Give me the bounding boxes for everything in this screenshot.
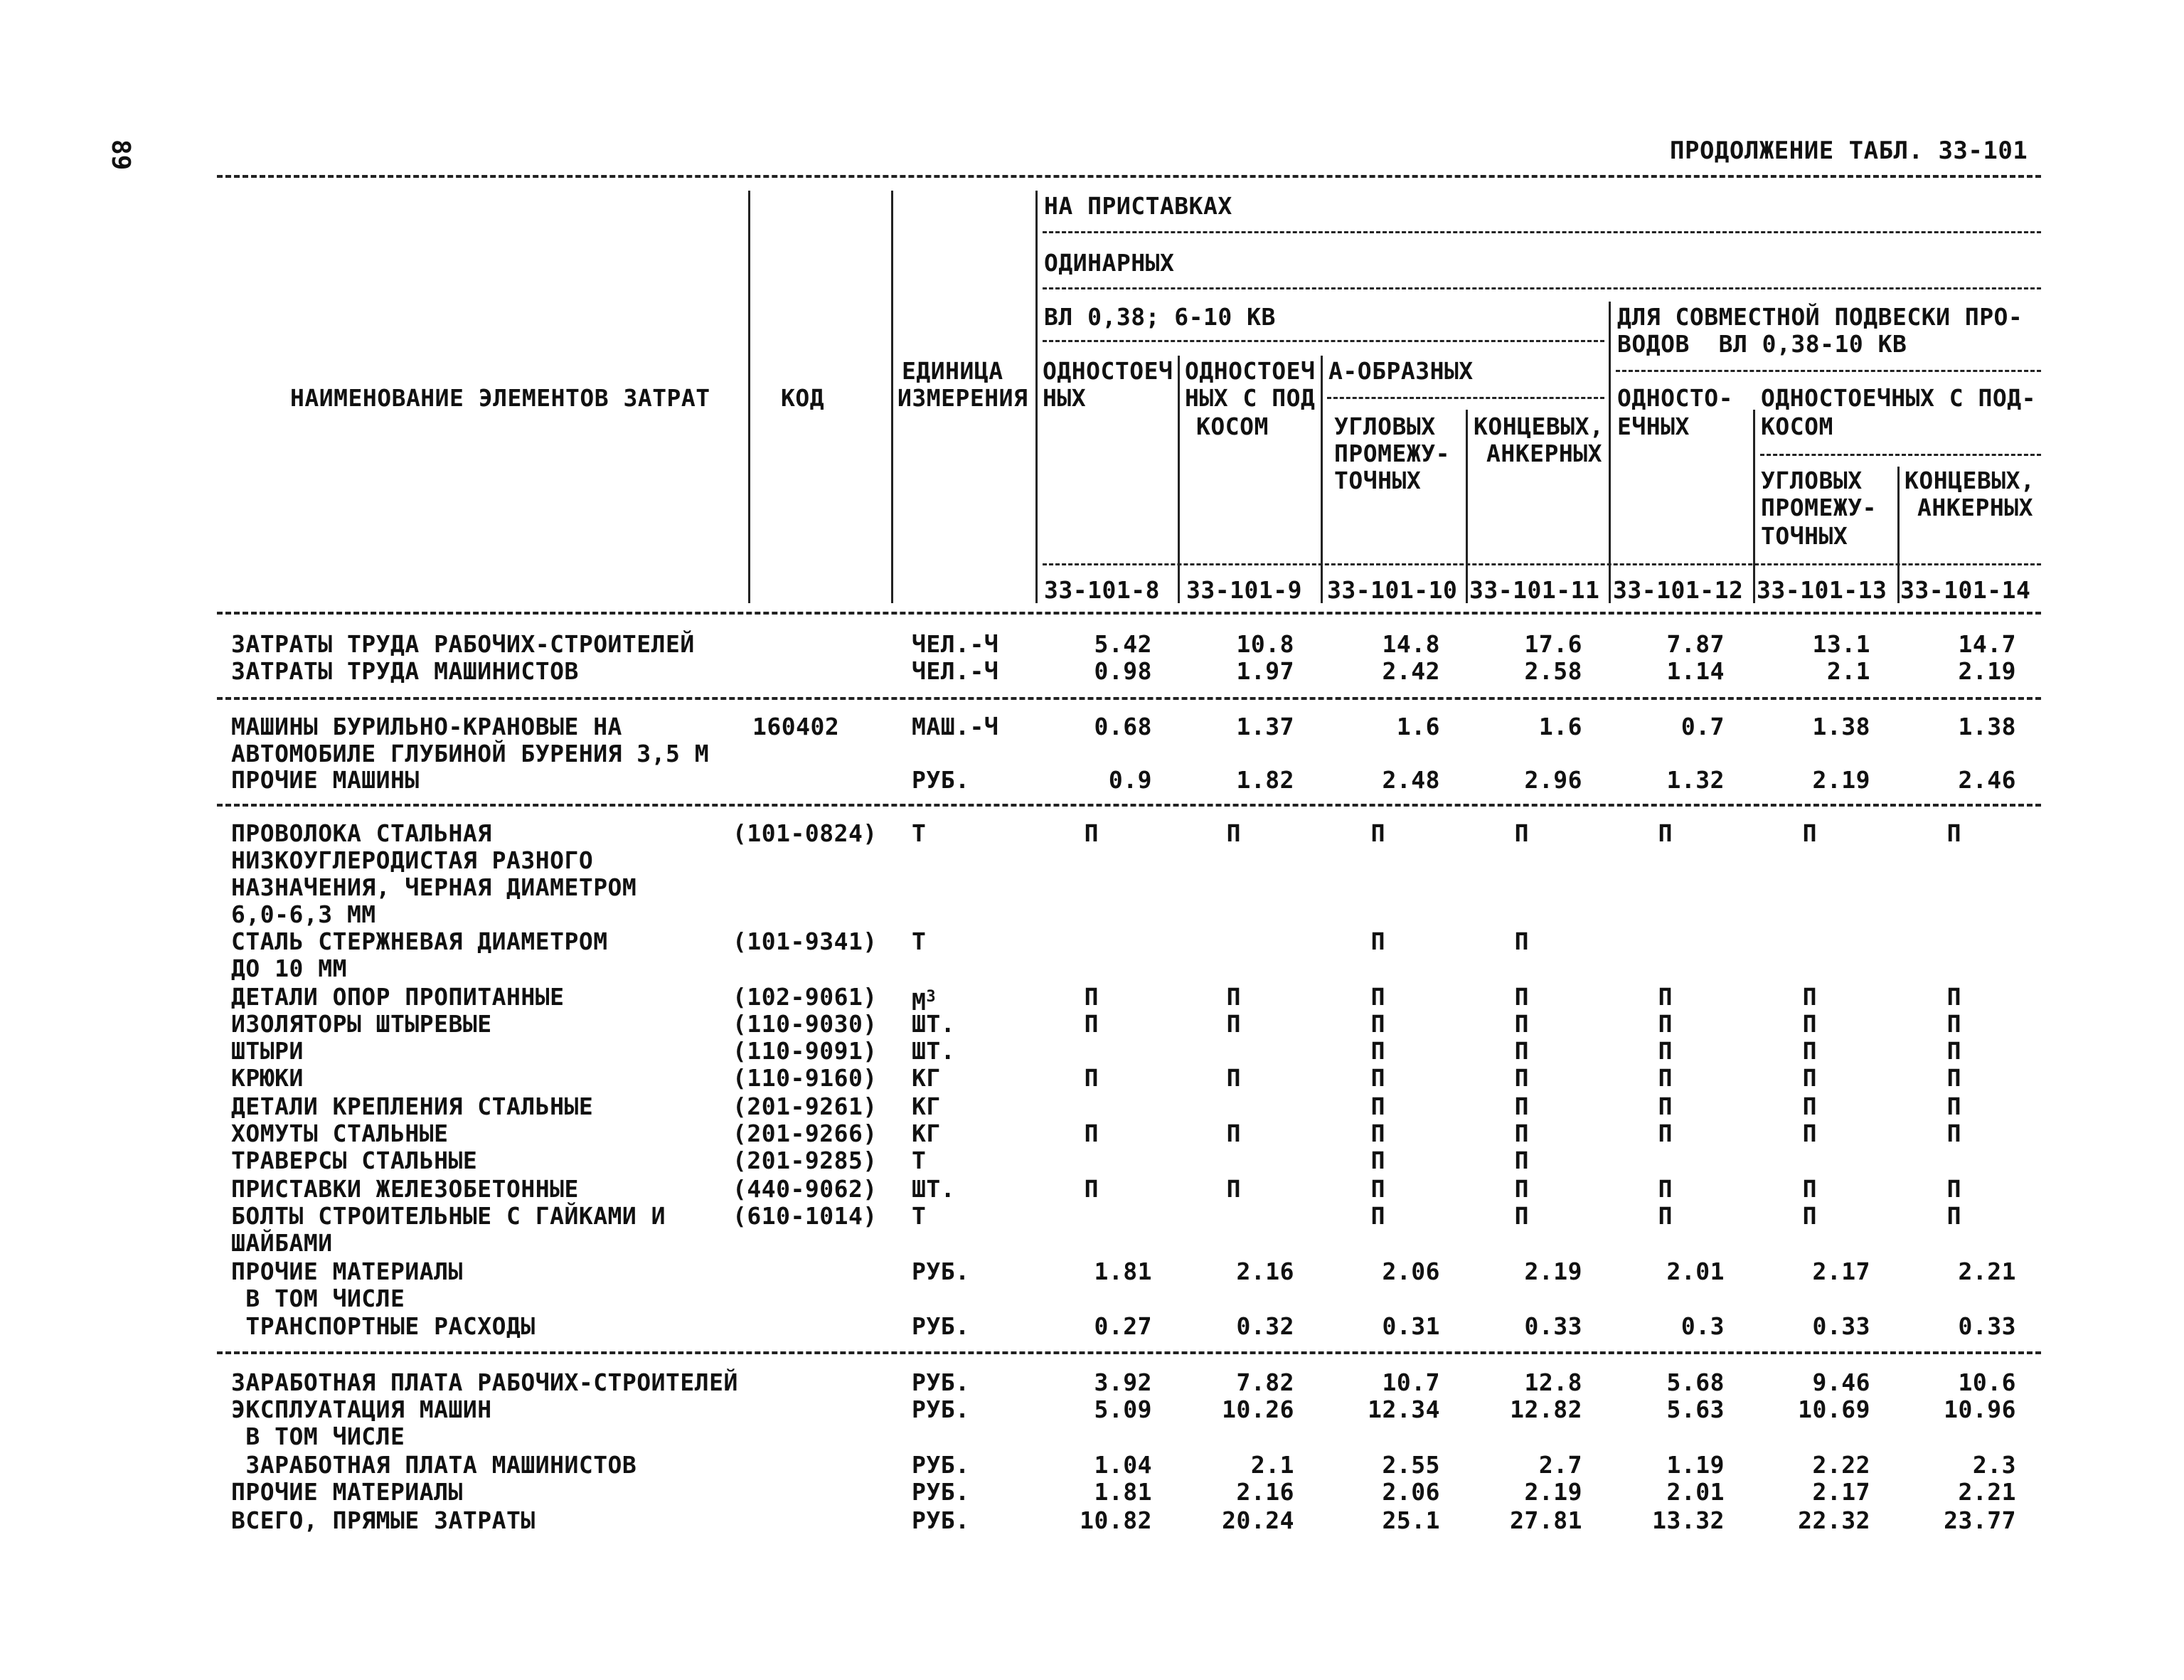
row-value-33-101-9: П xyxy=(1226,1010,1241,1038)
row-code: (201-9266) xyxy=(733,1120,878,1147)
header-c9-line3: КОСОМ xyxy=(1196,413,1269,440)
header-c10-line1: УГЛОВЫХ xyxy=(1334,413,1436,440)
code-33-101-9: 33-101-9 xyxy=(1186,576,1302,604)
row-unit xyxy=(912,713,998,741)
row-value-33-101-9: 2.1 xyxy=(1250,1451,1294,1479)
row-unit-text: КГ xyxy=(912,1064,941,1092)
row-unit-text: РУБ. xyxy=(912,1312,970,1340)
header-divider-unit xyxy=(891,191,893,603)
row-value-33-101-10: П xyxy=(1370,927,1385,955)
row-name-line: НАЗНАЧЕНИЯ, ЧЕРНАЯ ДИАМЕТРОМ xyxy=(231,873,637,901)
row-name-line: ТРАНСПОРТНЫЕ РАСХОДЫ xyxy=(231,1312,536,1340)
row-name-line: НИЗКОУГЛЕРОДИСТАЯ РАЗНОГО xyxy=(231,846,594,874)
row-name-line: ЗАТРАТЫ ТРУДА РАБОЧИХ-СТРОИТЕЛЕЙ xyxy=(231,630,695,658)
row-name-line: ШТЫРИ xyxy=(231,1037,304,1065)
row-value-33-101-11: П xyxy=(1514,1147,1529,1174)
row-value-33-101-9: П xyxy=(1226,819,1241,847)
header-unit-line2: ИЗМЕРЕНИЯ xyxy=(897,384,1028,412)
row-value-33-101-9: П xyxy=(1226,1120,1241,1147)
row-value-33-101-12: П xyxy=(1658,1092,1673,1120)
header-bottom-rule xyxy=(217,612,2041,615)
row-unit-text: РУБ. xyxy=(912,1395,970,1423)
row-value-33-101-10: П xyxy=(1370,1092,1385,1120)
row-value-33-101-11: П xyxy=(1514,1120,1529,1147)
row-unit xyxy=(912,1395,969,1424)
row-value-33-101-14: 2.21 xyxy=(1958,1478,2016,1506)
row-value-33-101-11: 2.96 xyxy=(1524,766,1582,794)
row-value-33-101-8: П xyxy=(1084,819,1099,847)
row-value-33-101-14: 1.38 xyxy=(1958,713,2016,740)
row-unit xyxy=(912,1175,955,1203)
row-value-33-101-8: 5.42 xyxy=(1094,630,1152,658)
row-value-33-101-10: 2.48 xyxy=(1382,766,1440,794)
row-value-33-101-14: П xyxy=(1946,1037,1961,1065)
row-value-33-101-13: 2.17 xyxy=(1812,1478,1870,1506)
header-unit-line1: ЕДИНИЦА xyxy=(902,357,1003,385)
header-c12-line2: ЕЧНЫХ xyxy=(1617,413,1690,440)
row-value-33-101-9: 2.16 xyxy=(1236,1478,1294,1506)
header-group-odinarnyh: ОДИНАРНЫХ xyxy=(1044,249,1175,277)
row-value-33-101-9: 1.97 xyxy=(1236,657,1294,685)
row-code: (110-9160) xyxy=(733,1064,878,1092)
row-value-33-101-10: П xyxy=(1370,983,1385,1011)
row-value-33-101-12: П xyxy=(1658,983,1673,1011)
row-value-33-101-12: П xyxy=(1658,1175,1673,1203)
row-unit xyxy=(912,766,969,794)
row-code: (102-9061) xyxy=(733,983,878,1011)
row-value-33-101-13: П xyxy=(1802,1092,1817,1120)
row-value-33-101-10: 10.7 xyxy=(1382,1368,1440,1396)
row-value-33-101-8: 10.82 xyxy=(1080,1506,1152,1534)
header-rule-3b xyxy=(1616,370,2041,372)
row-value-33-101-14: 23.77 xyxy=(1944,1506,2016,1534)
row-value-33-101-13: 2.1 xyxy=(1826,657,1870,685)
row-value-33-101-12: П xyxy=(1658,819,1673,847)
row-unit-text: ЧЕЛ.-Ч xyxy=(912,630,999,658)
row-value-33-101-13: 9.46 xyxy=(1812,1368,1870,1396)
row-value-33-101-14: 14.7 xyxy=(1958,630,2016,658)
row-value-33-101-8: 1.81 xyxy=(1094,1258,1152,1285)
row-value-33-101-12: П xyxy=(1658,1064,1673,1092)
table-top-rule xyxy=(217,175,2041,178)
header-c13-line2: ПРОМЕЖУ- xyxy=(1761,494,1877,521)
row-value-33-101-11: 12.82 xyxy=(1510,1395,1582,1423)
row-value-33-101-13: П xyxy=(1802,1202,1817,1230)
header-rule-podkos xyxy=(1760,454,2041,456)
row-unit xyxy=(912,1147,926,1175)
row-unit-text: КГ xyxy=(912,1120,941,1147)
row-value-33-101-12: 13.32 xyxy=(1652,1506,1725,1534)
row-value-33-101-11: 17.6 xyxy=(1524,630,1582,658)
row-value-33-101-10: П xyxy=(1370,1037,1385,1065)
row-code: (101-9341) xyxy=(733,927,878,955)
row-value-33-101-12: 2.01 xyxy=(1666,1478,1725,1506)
row-value-33-101-9: 20.24 xyxy=(1222,1506,1294,1534)
row-value-33-101-14: 10.6 xyxy=(1958,1368,2016,1396)
row-value-33-101-10: П xyxy=(1370,1010,1385,1038)
row-unit-text: Т xyxy=(912,819,927,847)
row-value-33-101-13: 2.19 xyxy=(1812,766,1870,794)
row-value-33-101-10: 2.06 xyxy=(1382,1478,1440,1506)
row-code: (101-0824) xyxy=(733,819,878,847)
header-rule-codes xyxy=(1043,563,2041,565)
row-value-33-101-8: 5.09 xyxy=(1094,1395,1152,1423)
header-group-pristavki: НА ПРИСТАВКАХ xyxy=(1044,192,1232,220)
row-name-line: ПРОЧИЕ МАТЕРИАЛЫ xyxy=(231,1478,463,1506)
row-value-33-101-10: 0.31 xyxy=(1382,1312,1440,1340)
row-unit xyxy=(912,819,926,848)
header-c11-line1: КОНЦЕВЫХ, xyxy=(1474,413,1604,440)
header-c13-14-line2: КОСОМ xyxy=(1761,413,1833,440)
row-value-33-101-8: 0.68 xyxy=(1094,713,1152,740)
row-value-33-101-10: 12.34 xyxy=(1368,1395,1440,1423)
row-name-line: ПРОВОЛОКА СТАЛЬНАЯ xyxy=(231,819,492,847)
row-code: (110-9030) xyxy=(733,1010,878,1038)
code-33-101-8: 33-101-8 xyxy=(1044,576,1160,604)
row-value-33-101-11: 1.6 xyxy=(1538,713,1582,740)
row-unit-text: ШТ. xyxy=(912,1037,956,1065)
row-value-33-101-14: П xyxy=(1946,1092,1961,1120)
row-value-33-101-13: 0.33 xyxy=(1812,1312,1870,1340)
row-value-33-101-8: 3.92 xyxy=(1094,1368,1152,1396)
code-33-101-13: 33-101-13 xyxy=(1757,576,1887,604)
row-value-33-101-13: П xyxy=(1802,1064,1817,1092)
header-c13-14-line1: ОДНОСТОЕЧНЫХ С ПОД- xyxy=(1761,384,2036,412)
row-name-line: ДО 10 ММ xyxy=(231,955,347,982)
row-unit-text: М xyxy=(912,988,927,1016)
row-value-33-101-9: 10.8 xyxy=(1236,630,1294,658)
row-value-33-101-11: 2.19 xyxy=(1524,1478,1582,1506)
row-value-33-101-12: П xyxy=(1658,1120,1673,1147)
header-c14-line1: КОНЦЕВЫХ, xyxy=(1905,467,2035,494)
row-unit-text: РУБ. xyxy=(912,1368,970,1396)
row-code: (610-1014) xyxy=(733,1202,878,1230)
row-value-33-101-13: 2.22 xyxy=(1812,1451,1870,1479)
header-c12-line1: ОДНОСТО- xyxy=(1617,384,1733,412)
row-value-33-101-12: 7.87 xyxy=(1666,630,1725,658)
row-value-33-101-9: П xyxy=(1226,1064,1241,1092)
header-rule-3a xyxy=(1043,340,1604,342)
row-value-33-101-13: П xyxy=(1802,1010,1817,1038)
header-rule-aobr xyxy=(1327,397,1604,399)
row-value-33-101-8: П xyxy=(1084,1064,1099,1092)
row-unit xyxy=(912,1451,969,1479)
row-value-33-101-11: П xyxy=(1514,1064,1529,1092)
row-unit-superscript: 3 xyxy=(926,988,937,1006)
header-divider-c13 xyxy=(1753,410,1755,603)
row-name-line: БОЛТЫ СТРОИТЕЛЬНЫЕ С ГАЙКАМИ И xyxy=(231,1202,666,1230)
row-unit xyxy=(912,657,998,686)
row-unit xyxy=(912,927,926,956)
row-value-33-101-11: 2.58 xyxy=(1524,657,1582,685)
row-value-33-101-8: 0.27 xyxy=(1094,1312,1152,1340)
row-value-33-101-12: 0.7 xyxy=(1680,713,1725,740)
row-value-33-101-8: 1.04 xyxy=(1094,1451,1152,1479)
row-name-line: В ТОМ ЧИСЛЕ xyxy=(231,1285,405,1312)
row-value-33-101-10: 2.55 xyxy=(1382,1451,1440,1479)
row-value-33-101-14: П xyxy=(1946,819,1961,847)
row-value-33-101-13: П xyxy=(1802,1120,1817,1147)
code-33-101-14: 33-101-14 xyxy=(1900,576,2031,604)
row-unit-text: Т xyxy=(912,927,927,955)
header-c9-line1: ОДНОСТОЕЧ xyxy=(1185,357,1316,385)
row-value-33-101-8: П xyxy=(1084,1175,1099,1203)
row-value-33-101-11: П xyxy=(1514,1202,1529,1230)
row-unit-text: МАШ.-Ч xyxy=(912,713,999,740)
row-value-33-101-10: П xyxy=(1370,1202,1385,1230)
row-name-line: МАШИНЫ БУРИЛЬНО-КРАНОВЫЕ НА xyxy=(231,713,622,740)
row-value-33-101-11: 2.7 xyxy=(1538,1451,1582,1479)
row-value-33-101-12: 1.19 xyxy=(1666,1451,1725,1479)
row-name-line: ХОМУТЫ СТАЛЬНЫЕ xyxy=(231,1120,449,1147)
header-rule-2 xyxy=(1043,287,2041,289)
row-value-33-101-11: 0.33 xyxy=(1524,1312,1582,1340)
row-name-line: СТАЛЬ СТЕРЖНЕВАЯ ДИАМЕТРОМ xyxy=(231,927,608,955)
row-value-33-101-8: П xyxy=(1084,983,1099,1011)
row-value-33-101-11: П xyxy=(1514,1037,1529,1065)
row-value-33-101-13: 2.17 xyxy=(1812,1258,1870,1285)
row-value-33-101-9: 2.16 xyxy=(1236,1258,1294,1285)
row-value-33-101-14: П xyxy=(1946,983,1961,1011)
row-value-33-101-14: 2.3 xyxy=(1972,1451,2016,1479)
row-value-33-101-14: 0.33 xyxy=(1958,1312,2016,1340)
header-divider-c12 xyxy=(1609,302,1611,603)
row-value-33-101-14: П xyxy=(1946,1064,1961,1092)
row-unit xyxy=(912,1037,955,1065)
row-value-33-101-12: 1.14 xyxy=(1666,657,1725,685)
row-code: 160402 xyxy=(752,713,840,740)
row-name-line: ЗАРАБОТНАЯ ПЛАТА МАШИНИСТОВ xyxy=(231,1451,637,1479)
header-divider-c14 xyxy=(1897,467,1900,603)
row-value-33-101-8: 1.81 xyxy=(1094,1478,1152,1506)
row-value-33-101-13: П xyxy=(1802,1037,1817,1065)
row-unit-text: РУБ. xyxy=(912,766,970,794)
row-unit-text: РУБ. xyxy=(912,1478,970,1506)
row-name-line: КРЮКИ xyxy=(231,1064,304,1092)
row-value-33-101-9: 1.37 xyxy=(1236,713,1294,740)
row-value-33-101-10: П xyxy=(1370,819,1385,847)
code-33-101-10: 33-101-10 xyxy=(1327,576,1458,604)
header-name-column: НАИМЕНОВАНИЕ ЭЛЕМЕНТОВ ЗАТРАТ xyxy=(290,384,710,412)
row-value-33-101-12: П xyxy=(1658,1202,1673,1230)
row-value-33-101-13: П xyxy=(1802,983,1817,1011)
row-value-33-101-11: 2.19 xyxy=(1524,1258,1582,1285)
header-divider-c10 xyxy=(1321,356,1323,603)
header-divider-values xyxy=(1035,191,1038,603)
row-unit xyxy=(912,1092,941,1121)
row-name-line: ТРАВЕРСЫ СТАЛЬНЫЕ xyxy=(231,1147,478,1174)
row-value-33-101-11: 27.81 xyxy=(1510,1506,1582,1534)
row-unit xyxy=(912,1202,926,1230)
row-value-33-101-14: П xyxy=(1946,1175,1961,1203)
row-value-33-101-11: 12.8 xyxy=(1524,1368,1582,1396)
row-value-33-101-10: 1.6 xyxy=(1396,713,1440,740)
section-rule-totals xyxy=(217,1351,2041,1354)
row-unit xyxy=(912,1478,969,1506)
row-value-33-101-11: П xyxy=(1514,983,1529,1011)
header-divider-c11 xyxy=(1466,410,1468,603)
row-unit-text: РУБ. xyxy=(912,1451,970,1479)
section-rule-materials xyxy=(217,804,2041,807)
code-33-101-12: 33-101-12 xyxy=(1613,576,1744,604)
row-value-33-101-12: 1.32 xyxy=(1666,766,1725,794)
code-33-101-11: 33-101-11 xyxy=(1469,576,1600,604)
header-rule-1 xyxy=(1043,231,2041,233)
row-value-33-101-12: 5.68 xyxy=(1666,1368,1725,1396)
row-value-33-101-10: 2.06 xyxy=(1382,1258,1440,1285)
row-value-33-101-14: 2.46 xyxy=(1958,766,2016,794)
header-c13-line1: УГЛОВЫХ xyxy=(1761,467,1863,494)
row-value-33-101-12: 2.01 xyxy=(1666,1258,1725,1285)
row-value-33-101-13: П xyxy=(1802,1175,1817,1203)
row-value-33-101-13: 10.69 xyxy=(1798,1395,1870,1423)
row-unit xyxy=(912,630,998,659)
row-unit xyxy=(912,1010,955,1038)
row-unit xyxy=(912,1368,969,1397)
row-value-33-101-13: 1.38 xyxy=(1812,713,1870,740)
row-unit xyxy=(912,1506,969,1535)
row-value-33-101-14: П xyxy=(1946,1120,1961,1147)
row-name-line: ПРИСТАВКИ ЖЕЛЕЗОБЕТОННЫЕ xyxy=(231,1175,579,1203)
row-value-33-101-14: 2.19 xyxy=(1958,657,2016,685)
header-c9-line2: НЫХ С ПОД xyxy=(1185,384,1316,412)
row-value-33-101-11: П xyxy=(1514,1092,1529,1120)
row-value-33-101-9: 10.26 xyxy=(1222,1395,1294,1423)
row-value-33-101-9: 1.82 xyxy=(1236,766,1294,794)
header-c10-line3: ТОЧНЫХ xyxy=(1334,467,1422,494)
row-unit xyxy=(912,1258,969,1286)
row-name-line: ИЗОЛЯТОРЫ ШТЫРЕВЫЕ xyxy=(231,1010,492,1038)
header-c10-line2: ПРОМЕЖУ- xyxy=(1334,440,1450,467)
row-unit xyxy=(912,1064,941,1092)
header-c11-line2: АНКЕРНЫХ xyxy=(1486,440,1602,467)
row-unit-text: Т xyxy=(912,1202,927,1230)
row-unit-text: ЧЕЛ.-Ч xyxy=(912,657,999,685)
row-value-33-101-14: 2.21 xyxy=(1958,1258,2016,1285)
row-code: (440-9062) xyxy=(733,1175,878,1203)
row-code: (201-9285) xyxy=(733,1147,878,1174)
row-value-33-101-12: П xyxy=(1658,1010,1673,1038)
row-name-line: ПРОЧИЕ МАТЕРИАЛЫ xyxy=(231,1258,463,1285)
row-unit-text: ШТ. xyxy=(912,1175,956,1203)
row-name-line: ДЕТАЛИ ОПОР ПРОПИТАННЫЕ xyxy=(231,983,565,1011)
row-name-line: ЗАРАБОТНАЯ ПЛАТА РАБОЧИХ-СТРОИТЕЛЕЙ xyxy=(231,1368,738,1396)
row-name-line: В ТОМ ЧИСЛЕ xyxy=(231,1423,405,1450)
row-value-33-101-11: П xyxy=(1514,819,1529,847)
row-name-line: ПРОЧИЕ МАШИНЫ xyxy=(231,766,420,794)
row-name-line: ДЕТАЛИ КРЕПЛЕНИЯ СТАЛЬНЫЕ xyxy=(231,1092,594,1120)
row-unit-text: Т xyxy=(912,1147,927,1174)
row-unit-text: РУБ. xyxy=(912,1258,970,1285)
row-value-33-101-10: 14.8 xyxy=(1382,630,1440,658)
row-value-33-101-11: П xyxy=(1514,927,1529,955)
row-value-33-101-10: П xyxy=(1370,1064,1385,1092)
row-name-line: 6,0-6,3 ММ xyxy=(231,900,376,928)
row-value-33-101-12: 0.3 xyxy=(1680,1312,1725,1340)
header-group-joint-line2: ВОДОВ ВЛ 0,38-10 КВ xyxy=(1617,330,1907,358)
header-code-column: КОД xyxy=(781,384,825,412)
page-number: 89 xyxy=(106,139,135,171)
row-unit-text: ШТ. xyxy=(912,1010,956,1038)
row-value-33-101-10: 2.42 xyxy=(1382,657,1440,685)
row-name-line: ЭКСПЛУАТАЦИЯ МАШИН xyxy=(231,1395,492,1423)
header-c14-line2: АНКЕРНЫХ xyxy=(1917,494,2033,521)
row-value-33-101-9: П xyxy=(1226,983,1241,1011)
header-group-joint-line1: ДЛЯ СОВМЕСТНОЙ ПОДВЕСКИ ПРО- xyxy=(1617,303,2023,331)
row-value-33-101-13: П xyxy=(1802,819,1817,847)
row-name-line: АВТОМОБИЛЕ ГЛУБИНОЙ БУРЕНИЯ 3,5 М xyxy=(231,740,710,767)
row-name-line: ЗАТРАТЫ ТРУДА МАШИНИСТОВ xyxy=(231,657,579,685)
row-value-33-101-9: 0.32 xyxy=(1236,1312,1294,1340)
row-value-33-101-14: П xyxy=(1946,1010,1961,1038)
row-unit xyxy=(912,1312,969,1341)
row-value-33-101-9: П xyxy=(1226,1175,1241,1203)
header-a-shaped: А-ОБРАЗНЫХ xyxy=(1328,357,1474,385)
header-divider-c9 xyxy=(1178,356,1180,603)
header-divider-code xyxy=(748,191,750,603)
row-value-33-101-10: П xyxy=(1370,1120,1385,1147)
row-value-33-101-12: 5.63 xyxy=(1666,1395,1725,1423)
row-unit xyxy=(912,1120,941,1148)
row-value-33-101-10: П xyxy=(1370,1175,1385,1203)
row-value-33-101-10: 25.1 xyxy=(1382,1506,1440,1534)
row-name-line: ВСЕГО, ПРЯМЫЕ ЗАТРАТЫ xyxy=(231,1506,536,1534)
header-group-vl: ВЛ 0,38; 6-10 КВ xyxy=(1044,303,1276,331)
row-name-line: ШАЙБАМИ xyxy=(231,1229,333,1257)
row-code: (201-9261) xyxy=(733,1092,878,1120)
row-value-33-101-9: 7.82 xyxy=(1236,1368,1294,1396)
row-value-33-101-13: 13.1 xyxy=(1812,630,1870,658)
row-value-33-101-11: П xyxy=(1514,1010,1529,1038)
header-c8-line1: ОДНОСТОЕЧ xyxy=(1043,357,1173,385)
continuation-title: ПРОДОЛЖЕНИЕ ТАБЛ. 33-101 xyxy=(1670,137,2028,165)
row-value-33-101-13: 22.32 xyxy=(1798,1506,1870,1534)
row-value-33-101-8: 0.9 xyxy=(1108,766,1152,794)
row-unit-text: КГ xyxy=(912,1092,941,1120)
row-value-33-101-8: П xyxy=(1084,1010,1099,1038)
row-value-33-101-12: П xyxy=(1658,1037,1673,1065)
header-c8-line2: НЫХ xyxy=(1043,384,1087,412)
row-code: (110-9091) xyxy=(733,1037,878,1065)
row-value-33-101-8: П xyxy=(1084,1120,1099,1147)
section-rule-machines xyxy=(217,697,2041,700)
header-c13-line3: ТОЧНЫХ xyxy=(1761,522,1848,550)
row-value-33-101-11: П xyxy=(1514,1175,1529,1203)
row-value-33-101-14: П xyxy=(1946,1202,1961,1230)
row-value-33-101-10: П xyxy=(1370,1147,1385,1174)
row-value-33-101-8: 0.98 xyxy=(1094,657,1152,685)
row-unit-text: РУБ. xyxy=(912,1506,970,1534)
row-value-33-101-14: 10.96 xyxy=(1944,1395,2016,1423)
